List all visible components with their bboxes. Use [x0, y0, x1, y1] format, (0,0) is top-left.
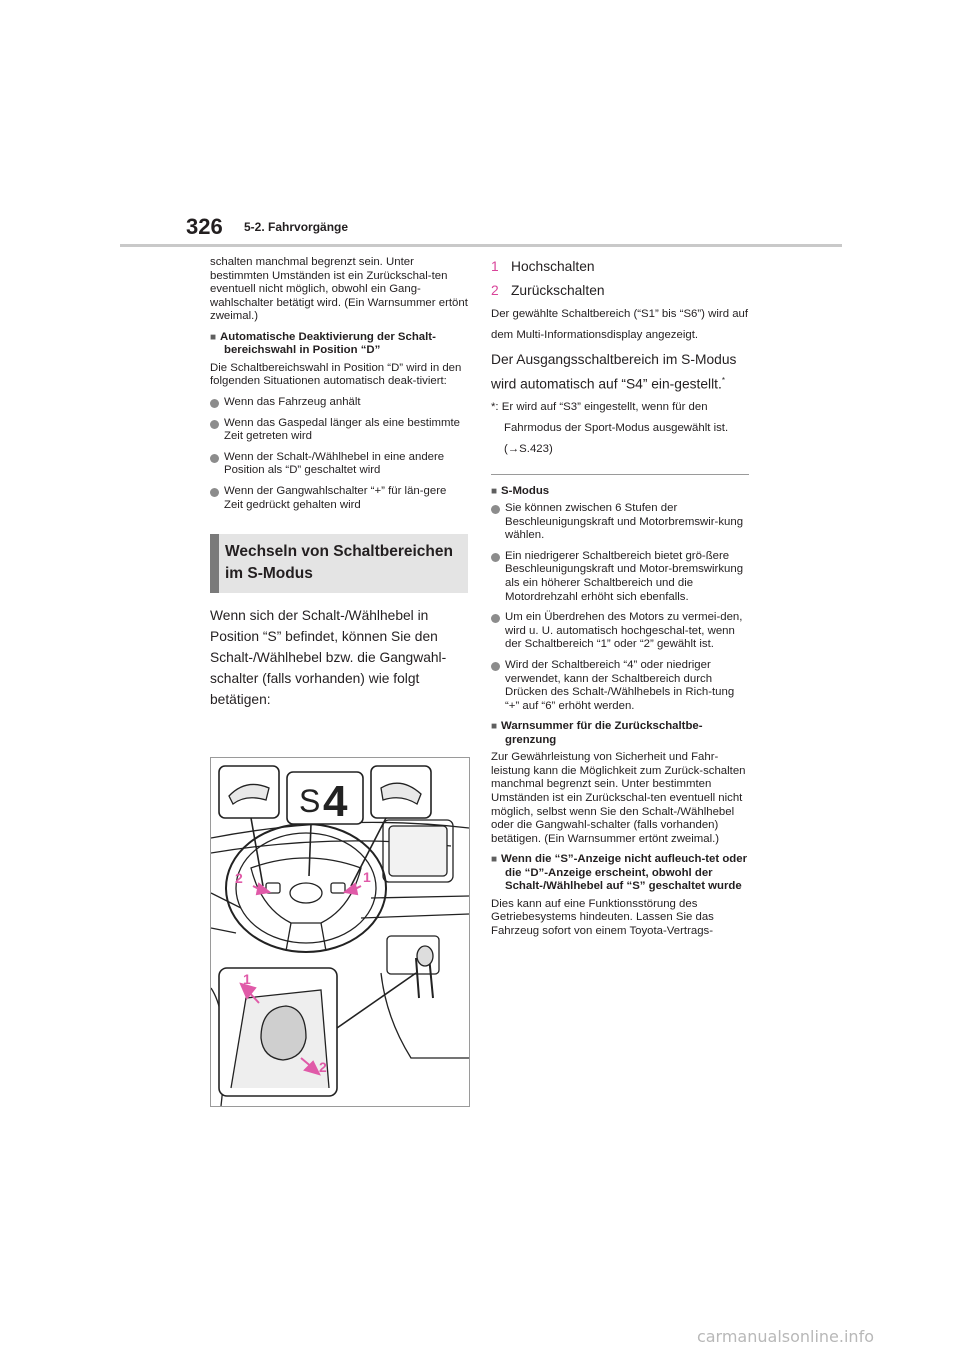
- smode-heading: ■ S-Modus: [491, 484, 550, 497]
- asterisk-mark: *: [721, 376, 725, 385]
- display-s-letter: S: [299, 783, 321, 819]
- list-item: Wenn das Gaspedal länger als eine bestimmte Zeit getreten wird: [210, 417, 468, 444]
- auto-deactivation-text: Die Schaltbereichswahl in Position “D” wird in den folgenden Situationen automatisch deak-tiviert:: [210, 361, 462, 388]
- shift-illustration: [210, 757, 470, 1107]
- bullet-icon: [491, 614, 500, 623]
- footnote: *: Er wird auf “S3” eingestellt, wenn für den Fahrmodus der Sport-Modus ausgewählt ist. (→S.423): [491, 400, 729, 455]
- step-number: 1: [491, 259, 499, 274]
- list-item: Wenn der Gangwahlschalter “+” für län-gere Zeit gedrückt gehalten wird: [210, 485, 468, 512]
- display-gear-number: 4: [323, 777, 348, 826]
- intro-text: schalten manchmal begrenzt sein. Unter bestimmten Umständen ist ein Zurückschal-ten eventuell nicht möglich, obwohl ein Gang-wahlschalter betätigt wird. (Ein Warnsummer ertönt zweimal.): [210, 256, 468, 323]
- square-bullet-icon: ■: [491, 721, 498, 733]
- footnote-mark: *:: [491, 400, 499, 413]
- bullet-icon: [210, 488, 219, 497]
- label-2-shifter: 2: [319, 1059, 327, 1075]
- list-item: Sie können zwischen 6 Stufen der Beschleunigungskraft und Motorbremswir-kung wählen.: [491, 502, 749, 543]
- label-1-shifter: 1: [243, 971, 251, 987]
- bullet-icon: [210, 399, 219, 408]
- list-item: Ein niedrigerer Schaltbereich bietet grö-ßere Beschleunigungskraft und Motor-bremswirkung als ein höherer Schaltbereich und die Motordrehzahl erhöht sich ebenfalls.: [491, 550, 749, 604]
- square-bullet-icon: ■: [491, 485, 498, 497]
- label-2-wheel: 2: [235, 870, 243, 886]
- bullet-icon: [210, 420, 219, 429]
- chapter-title: 5-2. Fahrvorgänge: [244, 220, 349, 234]
- step-downshift: 2 Zurückschalten: [491, 280, 749, 301]
- separator: [491, 474, 749, 475]
- step-number: 2: [491, 283, 499, 298]
- bullet-icon: [491, 505, 500, 514]
- initial-range-text: Der Ausgangsschaltbereich im S-Modus wird automatisch auf “S4” ein-gestellt.*: [491, 352, 737, 392]
- steering-wheel: [226, 824, 386, 952]
- s-indicator-heading: ■ Wenn die “S”-Anzeige nicht aufleuch-tet oder die “D”-Anzeige erscheint, obwohl der Schalt-/Wählhebel auf “S” geschaltet wurde: [491, 853, 748, 893]
- bullet-icon: [491, 553, 500, 562]
- section-title: Wechseln von Schaltbereichen im S-Modus: [210, 534, 468, 593]
- list-item: Um ein Überdrehen des Motors zu vermei-den, wird u. U. automatisch hochgeschal-tet, wenn der Schaltbereich “1” oder “2” gewählt ist.: [491, 611, 749, 652]
- list-item: Wird der Schaltbereich “4” oder niedriger verwendet, kann der Schaltbereich durch Drücken des Schalt-/Wählhebels in Rich-tung “+” auf “6” erhöht werden.: [491, 659, 749, 713]
- s-indicator-text: Dies kann auf eine Funktionsstörung des Getriebesystems hindeuten. Lassen Sie das Fahrzeug sofort von einem Toyota-Vertrags-: [491, 897, 714, 937]
- watermark: carmanualsonline.info: [696, 1327, 874, 1346]
- left-column: [210, 256, 468, 710]
- warn-heading: ■ Warnsummer für die Zurückschaltbe-grenzung: [491, 720, 703, 746]
- square-bullet-icon: ■: [491, 854, 498, 866]
- label-1-wheel: 1: [363, 869, 371, 885]
- header-rule: [120, 244, 842, 247]
- list-item: Wenn das Fahrzeug anhält: [210, 396, 468, 410]
- warn-text: Zur Gewährleistung von Sicherheit und Fahr-leistung kann die Möglichkeit zum Zurück-schalten manchmal begrenzt sein. Unter bestimmten Umständen ist ein Zurückschal-ten eventuell nicht möglich, selbst wenn Sie den Schalt-/Wählhebel oder die Gangwahl-schalter (falls vorhanden) betätigen. (Ein Warnsummer ertönt zweimal.): [491, 751, 746, 845]
- list-item: Wenn der Schalt-/Wählhebel in eine andere Position als “D” geschaltet wird: [210, 451, 468, 478]
- auto-deactivation-heading-text: Automatische Deaktivierung der Schalt-bereichswahl in Position “D”: [220, 330, 436, 357]
- bullet-icon: [491, 662, 500, 671]
- square-bullet-icon: ■: [210, 331, 217, 343]
- auto-deactivation-heading: [210, 331, 468, 358]
- bullet-icon: [210, 454, 219, 463]
- step-upshift: 1 Hochschalten: [491, 256, 749, 277]
- right-column: [491, 256, 749, 938]
- cockpit-drawing: [211, 758, 469, 1106]
- shift-knob: [261, 1006, 306, 1060]
- range-text: Der gewählte Schaltbereich (“S1” bis “S6”) wird auf dem Multi-Informationsdisplay angezeigt.: [491, 308, 749, 341]
- page-number: 326: [186, 214, 223, 239]
- section-text: Wenn sich der Schalt-/Wählhebel in Position “S” befindet, können Sie den Schalt-/Wählhebel bzw. die Gangwahl-schalter (falls vorhanden) wie folgt betätigen:: [210, 608, 447, 708]
